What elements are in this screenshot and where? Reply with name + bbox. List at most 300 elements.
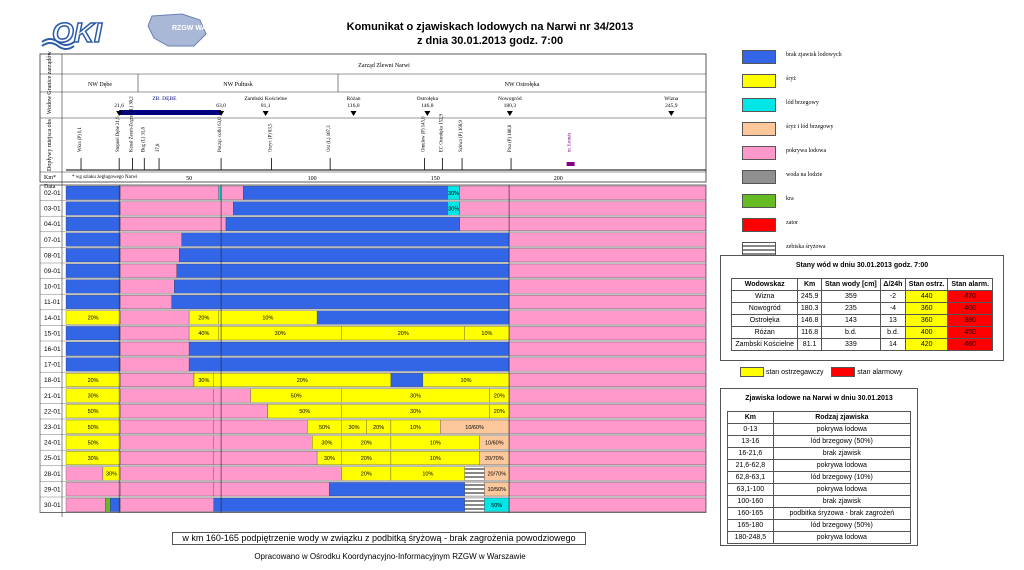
ice-cell (214, 482, 330, 496)
ice-cell (174, 280, 509, 294)
trib-label-4: 37,8 (156, 143, 162, 152)
ice-cell (509, 358, 706, 372)
ice-cell (120, 373, 194, 387)
ice-cell-label: 10/50% (487, 487, 507, 494)
levels-cell: b.d. (880, 327, 905, 339)
date-25-01: 25-01 (44, 455, 61, 463)
gauge-km-4: 116,8 (347, 103, 360, 109)
ice-cell-label: 10% (422, 471, 434, 478)
ice-cell (120, 295, 172, 309)
ice-cell (509, 342, 706, 356)
levels-cell: 235 (821, 303, 880, 315)
date-04-01: 04-01 (44, 221, 61, 229)
ice-cell (509, 498, 706, 512)
legend-label: kra (786, 196, 794, 202)
ice-cell (214, 436, 312, 450)
zarzad-label: Zarząd Zlewni Narwi (358, 63, 410, 69)
oki-logo-text: OKI (52, 17, 102, 48)
levels-cell: 180.3 (798, 303, 821, 315)
trib-label-11: Pisa (P) 180,8 (508, 124, 514, 152)
trib-label-2: Kanał Żerań-Zegrze (L) 30,2 (129, 96, 135, 152)
trib-label-10: Szkwa (P) 160,9 (459, 120, 465, 152)
ice-phenomena-table (727, 411, 911, 544)
phenomena-cell: pokrywa lodowa (773, 424, 910, 436)
phenomena-cell: 180-248,5 (728, 532, 774, 544)
ice-cell-label: 50% (491, 502, 503, 509)
phenomena-row (728, 484, 911, 496)
gauge-name-4: Różan (346, 96, 361, 102)
phenomena-cell: 13-16 (728, 436, 774, 448)
phenomena-row (728, 508, 911, 520)
ice-cell (509, 248, 706, 262)
ice-cell-label: 50% (87, 424, 99, 431)
phenomena-row (728, 532, 911, 544)
ice-cell (66, 202, 120, 216)
levels-legend (740, 367, 902, 377)
ice-cell-label: 20% (493, 393, 505, 400)
ice-cell (214, 451, 317, 465)
ice-cell (177, 264, 509, 278)
gauge-name-3: Zambski Kościelne (244, 96, 287, 102)
ice-cell-label: 20% (87, 378, 99, 384)
ice-cell (120, 186, 218, 200)
legend-swatch (742, 122, 776, 136)
date-02-01: 02-01 (44, 190, 61, 197)
levels-cell: 470 (948, 291, 993, 303)
levels-header: Stan wody [cm] (821, 279, 880, 291)
phenomena-row (728, 448, 911, 460)
ice-cell (66, 295, 120, 309)
levels-cell: 143 (821, 315, 880, 327)
ice-cell (317, 311, 509, 325)
gauge-name-5: Ostrołęka (416, 96, 439, 102)
levels-row (732, 327, 993, 339)
ice-cell (120, 311, 189, 325)
ice-cell-label: 20% (373, 424, 385, 431)
ice-cell (120, 436, 214, 450)
ice-cell (182, 233, 509, 247)
levels-cell: -2 (880, 291, 905, 303)
ice-cell (509, 436, 706, 450)
ice-cell-label: 10% (262, 315, 274, 322)
ice-cell-label: 50% (87, 440, 99, 447)
levels-cell: -4 (880, 303, 905, 315)
nw-label-2: NW Ostrołęka (504, 82, 540, 88)
date-16-01: 16-01 (44, 346, 61, 353)
ice-cell (120, 498, 214, 512)
levels-cell: 116.8 (798, 327, 821, 339)
phenomena-cell: lód brzegowy (10%) (773, 472, 910, 484)
trib-label-3: Bug (L) 31,8 (141, 127, 147, 152)
trib-label-8: Omulew (P) 145,6 (421, 116, 427, 152)
ice-cell (66, 264, 120, 278)
date-23-01: 23-01 (44, 424, 61, 431)
gauge-km-0: 21,6 (114, 103, 124, 109)
gauge-marker-7 (668, 111, 674, 116)
ice-cell (120, 233, 182, 247)
ice-cell (214, 498, 465, 512)
ice-cell (120, 202, 233, 216)
ice-cell (243, 186, 447, 200)
rzgw-logo-text: RZGW WARSZAWA (172, 25, 237, 32)
alarm-label: stan alarmowy (857, 368, 903, 376)
levels-cell: Zambski Kościelne (732, 339, 798, 351)
date-24-01: 24-01 (44, 439, 61, 447)
ice-cell (66, 342, 120, 356)
legend-swatch (742, 146, 776, 160)
ice-cell (226, 217, 460, 231)
levels-cell: 360 (905, 315, 947, 327)
legend-label: śryż i lód brzegowy (786, 124, 834, 130)
ice-cell-label: 30% (410, 409, 422, 416)
row-label-wodow: Wodow (47, 95, 53, 115)
levels-cell: 81.1 (798, 339, 821, 351)
date-30-01: 30-01 (44, 502, 61, 509)
ice-cell-label: 30% (106, 471, 118, 478)
ice-cell-label: 20/70% (484, 456, 504, 462)
nw-label-0: NW Dębe (87, 82, 113, 88)
levels-cell: Różan (732, 327, 798, 339)
row-label-doplywy: Dopływy miejsca obs (47, 119, 53, 171)
note-box: w km 160-165 podpiętrzenie wody w związku z podbitką śryżową - brak zagrożenia powodziowego (172, 532, 586, 545)
trib-label-5: Począt. cofki 63,0 (218, 117, 224, 152)
phenomena-cell: 63,1-100 (728, 484, 774, 496)
km-tick-100: 100 (307, 176, 317, 182)
ice-cell-label: 20% (87, 315, 99, 322)
row-label-granice: Granice zarządów (47, 51, 53, 95)
levels-cell: 146.8 (798, 315, 821, 327)
ice-cell (214, 404, 268, 418)
trib-label-9: EC Ostrołęka 152,9 (439, 114, 445, 152)
ice-cell-label: 50% (87, 409, 99, 416)
levels-cell: 460 (948, 339, 993, 351)
levels-cell: 420 (905, 339, 947, 351)
levels-cell: 450 (948, 327, 993, 339)
phenomena-cell: pokrywa lodowa (773, 484, 910, 496)
ice-cell-label: 50% (290, 393, 302, 400)
ice-cell (66, 467, 103, 481)
date-11-01: 11-01 (44, 299, 61, 307)
phenomena-cell: 16-21,6 (728, 448, 774, 460)
levels-cell: 380 (948, 315, 993, 327)
legend-swatch (742, 98, 776, 112)
date-label: Data (44, 184, 56, 190)
ice-cell (120, 248, 179, 262)
levels-cell: 245.9 (798, 291, 821, 303)
ice-cell (509, 326, 706, 340)
ice-cell-label: 10% (410, 424, 422, 431)
date-29-01: 29-01 (44, 486, 61, 494)
ice-cell (189, 342, 509, 356)
ice-cell-label: 20/70% (487, 471, 507, 478)
phenomena-row (728, 496, 911, 508)
levels-cell: 359 (821, 291, 880, 303)
levels-header: Km (798, 279, 821, 291)
ice-cell (120, 451, 214, 465)
phenomena-cell: brak zjawisk (773, 496, 910, 508)
legend-label: zator (786, 220, 798, 226)
ice-cell (66, 233, 120, 247)
ice-cell (66, 186, 120, 200)
gauge-name-1: ZB. DĘBE (152, 96, 177, 102)
nw-label-1: NW Pułtusk (223, 82, 253, 88)
phenomena-cell: lód brzegowy (50%) (773, 520, 910, 532)
date-18-01: 18-01 (44, 377, 61, 385)
ice-cell (509, 373, 706, 387)
phenomena-cell: 62,8-63,1 (728, 472, 774, 484)
ice-phenomena-panel (720, 388, 918, 546)
ice-cell-label: 30% (323, 456, 335, 462)
ice-cell (509, 451, 706, 465)
phenomena-cell: 21,6-62,8 (728, 460, 774, 472)
ice-cell (509, 404, 706, 418)
levels-cell: Wizna (732, 291, 798, 303)
ice-cell (509, 280, 706, 294)
date-28-01: 28-01 (44, 470, 61, 478)
ice-cell-label: 10% (429, 440, 441, 447)
ice-cell (509, 264, 706, 278)
ice-cell (120, 264, 177, 278)
legend-label: zebiska śryżowa (786, 244, 826, 250)
date-15-01: 15-01 (44, 330, 61, 338)
ice-cell (120, 420, 214, 434)
ice-cell (460, 186, 706, 200)
water-levels-table (731, 278, 993, 351)
trib-label-7: Orz (L) 107,3 (327, 125, 333, 152)
ice-cell (105, 498, 110, 512)
legend-label: pokrywa lodowa (786, 148, 827, 154)
ice-cell (329, 482, 464, 496)
ice-cell (66, 280, 120, 294)
ice-cell (509, 295, 706, 309)
ice-cell (172, 295, 509, 309)
ice-cell (120, 404, 214, 418)
water-levels-title: Stany wód w dniu 30.01.2013 godz. 7:00 (795, 262, 929, 269)
legend-swatch (742, 194, 776, 208)
ice-cell (214, 420, 308, 434)
report-title: Komunikat o zjawiskach lodowych na Narwi nr 34/2013 (346, 21, 634, 33)
levels-header: Stan alarm. (948, 279, 993, 291)
ice-cell (509, 389, 706, 403)
ice-cell (509, 420, 706, 434)
ice-cell (509, 311, 706, 325)
levels-cell: 360 (905, 303, 947, 315)
alarm-swatch (831, 367, 855, 377)
levels-cell: 440 (905, 291, 947, 303)
ice-cell-label: 10/60% (465, 424, 484, 431)
gauge-km-6: 180,3 (503, 103, 517, 109)
levels-cell: 14 (880, 339, 905, 351)
trib-label-6: Orzyc (P) 83,5 (268, 123, 274, 152)
km-tick-150: 150 (430, 176, 440, 182)
levels-cell: b.d. (821, 327, 880, 339)
legend-label: śryż (786, 76, 796, 82)
gauge-marker-4 (351, 111, 357, 116)
levels-cell: 400 (948, 303, 993, 315)
ice-cell-label: 30% (274, 331, 286, 338)
levels-cell: 339 (821, 339, 880, 351)
levels-cell: Nowogród (732, 303, 798, 315)
ice-cell (460, 202, 706, 216)
ice-cell (66, 358, 120, 372)
ice-cell-label: 30% (87, 393, 99, 400)
ice-cell-label: 20% (296, 378, 308, 384)
date-08-01: 08-01 (44, 252, 61, 260)
phenomena-row (728, 436, 911, 448)
ice-cell-label: 10/60% (484, 440, 504, 447)
ice-cell (391, 373, 423, 387)
ice-cell (509, 233, 706, 247)
ice-cell (465, 467, 485, 481)
legend-swatch (742, 242, 776, 256)
gauge-km-7: 245,9 (665, 103, 678, 109)
gauge-name-6: Nowogród (498, 96, 522, 102)
legend-swatch (742, 50, 776, 64)
levels-row (732, 291, 993, 303)
ice-cell (189, 358, 509, 372)
date-22-01: 22-01 (44, 408, 61, 416)
ice-cell-label: 10% (481, 331, 493, 338)
ice-cell (120, 358, 189, 372)
date-07-01: 07-01 (44, 236, 61, 244)
ice-cell (66, 498, 105, 512)
ice-cell (465, 482, 485, 496)
levels-cell: 13 (880, 315, 905, 327)
ice-cell (66, 248, 120, 262)
ice-cell (66, 326, 120, 340)
ice-cell (465, 498, 485, 512)
ice-cell-label: 50% (299, 409, 311, 416)
gauge-marker-3 (263, 111, 269, 116)
ice-cell-label: 30% (348, 424, 360, 431)
ice-cell (120, 280, 174, 294)
warning-label: stan ostrzegawczy (765, 368, 824, 376)
ice-phenomena-title: Zjawiska lodowe na Narwi w dniu 30.01.2013 (745, 395, 893, 402)
phenomena-row (728, 472, 911, 484)
phenomena-cell: 100-160 (728, 496, 774, 508)
ice-cell (221, 186, 243, 200)
gauge-marker-5 (424, 111, 430, 116)
gauge-km-2: 63,0 (216, 103, 226, 109)
ice-cell-label: 50% (318, 424, 330, 431)
ice-cell (179, 248, 509, 262)
date-09-01: 09-01 (44, 268, 61, 275)
ice-cell (66, 217, 120, 231)
phenomena-cell: pokrywa lodowa (773, 532, 910, 544)
km-label: Km* (44, 175, 56, 181)
report-subtitle: z dnia 30.01.2013 godz. 7:00 (416, 35, 564, 47)
date-03-01: 03-01 (44, 205, 61, 213)
phenomena-row (728, 520, 911, 532)
phenomena-cell: 160-165 (728, 508, 774, 520)
ice-cell-label: 20% (360, 471, 372, 478)
km-tick-200: 200 (553, 176, 563, 182)
phenomena-header: Km (728, 412, 774, 424)
date-17-01: 17-01 (44, 361, 61, 369)
date-10-01: 10-01 (44, 283, 61, 291)
date-21-01: 21-01 (44, 392, 61, 400)
ice-cell-label: 30% (87, 456, 99, 462)
levels-header: Wodowskaz (732, 279, 798, 291)
km-tick-50: 50 (186, 176, 193, 182)
phenomena-cell: brak zjawisk (773, 448, 910, 460)
ice-cell (120, 467, 214, 481)
water-levels-panel (720, 255, 1004, 361)
legend-swatch (742, 218, 776, 232)
ice-cell (219, 186, 221, 200)
ice-cell (110, 498, 120, 512)
phenomena-cell: podbitka śryżowa - brak zagrożeń (773, 508, 910, 520)
trib-label-12: m. Łomża (567, 132, 573, 152)
levels-header: Stan ostrz. (905, 279, 947, 291)
ice-cell (214, 467, 342, 481)
gauge-marker-6 (507, 111, 513, 116)
levels-cell: Ostrołęka (732, 315, 798, 327)
ice-cell-label: 20% (360, 440, 372, 447)
ice-cell (120, 482, 214, 496)
levels-cell: 400 (905, 327, 947, 339)
ice-cell (66, 482, 120, 496)
legend-swatch (742, 170, 776, 184)
legend-label: woda na lodzie (786, 172, 823, 178)
trib-label-0: Wkra (P) 6,1 (78, 127, 84, 152)
gauge-km-3: 81,1 (260, 103, 271, 109)
ice-cell (120, 217, 226, 231)
gauge-name-7: Wizna (664, 96, 679, 102)
ice-cell (120, 389, 214, 403)
ice-cell-label: 30% (448, 206, 460, 213)
levels-row (732, 315, 993, 327)
ice-cell-label: 20% (493, 409, 505, 416)
phenomena-row (728, 424, 911, 436)
phenomena-header: Rodzaj zjawiska (773, 412, 910, 424)
ice-cell-label: 20% (360, 456, 372, 462)
ice-cell-label: 30% (198, 378, 210, 384)
ice-cell (120, 342, 189, 356)
ice-cell-label: 20% (397, 331, 409, 338)
ice-cell (460, 217, 706, 231)
phenomena-cell: lód brzegowy (50%) (773, 436, 910, 448)
legend-label: brak zjawisk lodowych (786, 52, 842, 58)
legend-label: lód brzegowy (786, 100, 819, 106)
ice-cell-label: 20% (198, 315, 210, 322)
ice-cell (214, 389, 251, 403)
ice-cell-label: 10% (429, 456, 441, 462)
levels-row (732, 339, 993, 351)
levels-row (732, 303, 993, 315)
trib-label-1: Stopień Dębe 21,6 (116, 116, 122, 152)
ice-cell (509, 482, 706, 496)
levels-header: Δ/24h (880, 279, 905, 291)
phenomena-cell: pokrywa lodowa (773, 460, 910, 472)
ice-cell-label: 10% (460, 378, 472, 384)
phenomena-cell: 165-180 (728, 520, 774, 532)
phenomena-cell: 0-13 (728, 424, 774, 436)
ice-cell (233, 202, 447, 216)
phenomena-row (728, 460, 911, 472)
ice-cell-label: 30% (321, 440, 333, 447)
date-14-01: 14-01 (44, 314, 61, 322)
ice-cell (509, 467, 706, 481)
ice-cell-label: 40% (198, 331, 210, 338)
ice-cell (120, 326, 189, 340)
gauge-km-5: 146,8 (421, 103, 434, 109)
km-note: * wg szlaku żeglugowego Narwi (72, 175, 138, 180)
lomza-marker (567, 162, 575, 166)
ice-cell-label: 30% (448, 190, 460, 197)
footer-text: Opracowano w Ośrodku Koordynacyjno-Informacyjnym RZGW w Warszawie (254, 552, 526, 561)
warning-swatch (740, 367, 764, 377)
